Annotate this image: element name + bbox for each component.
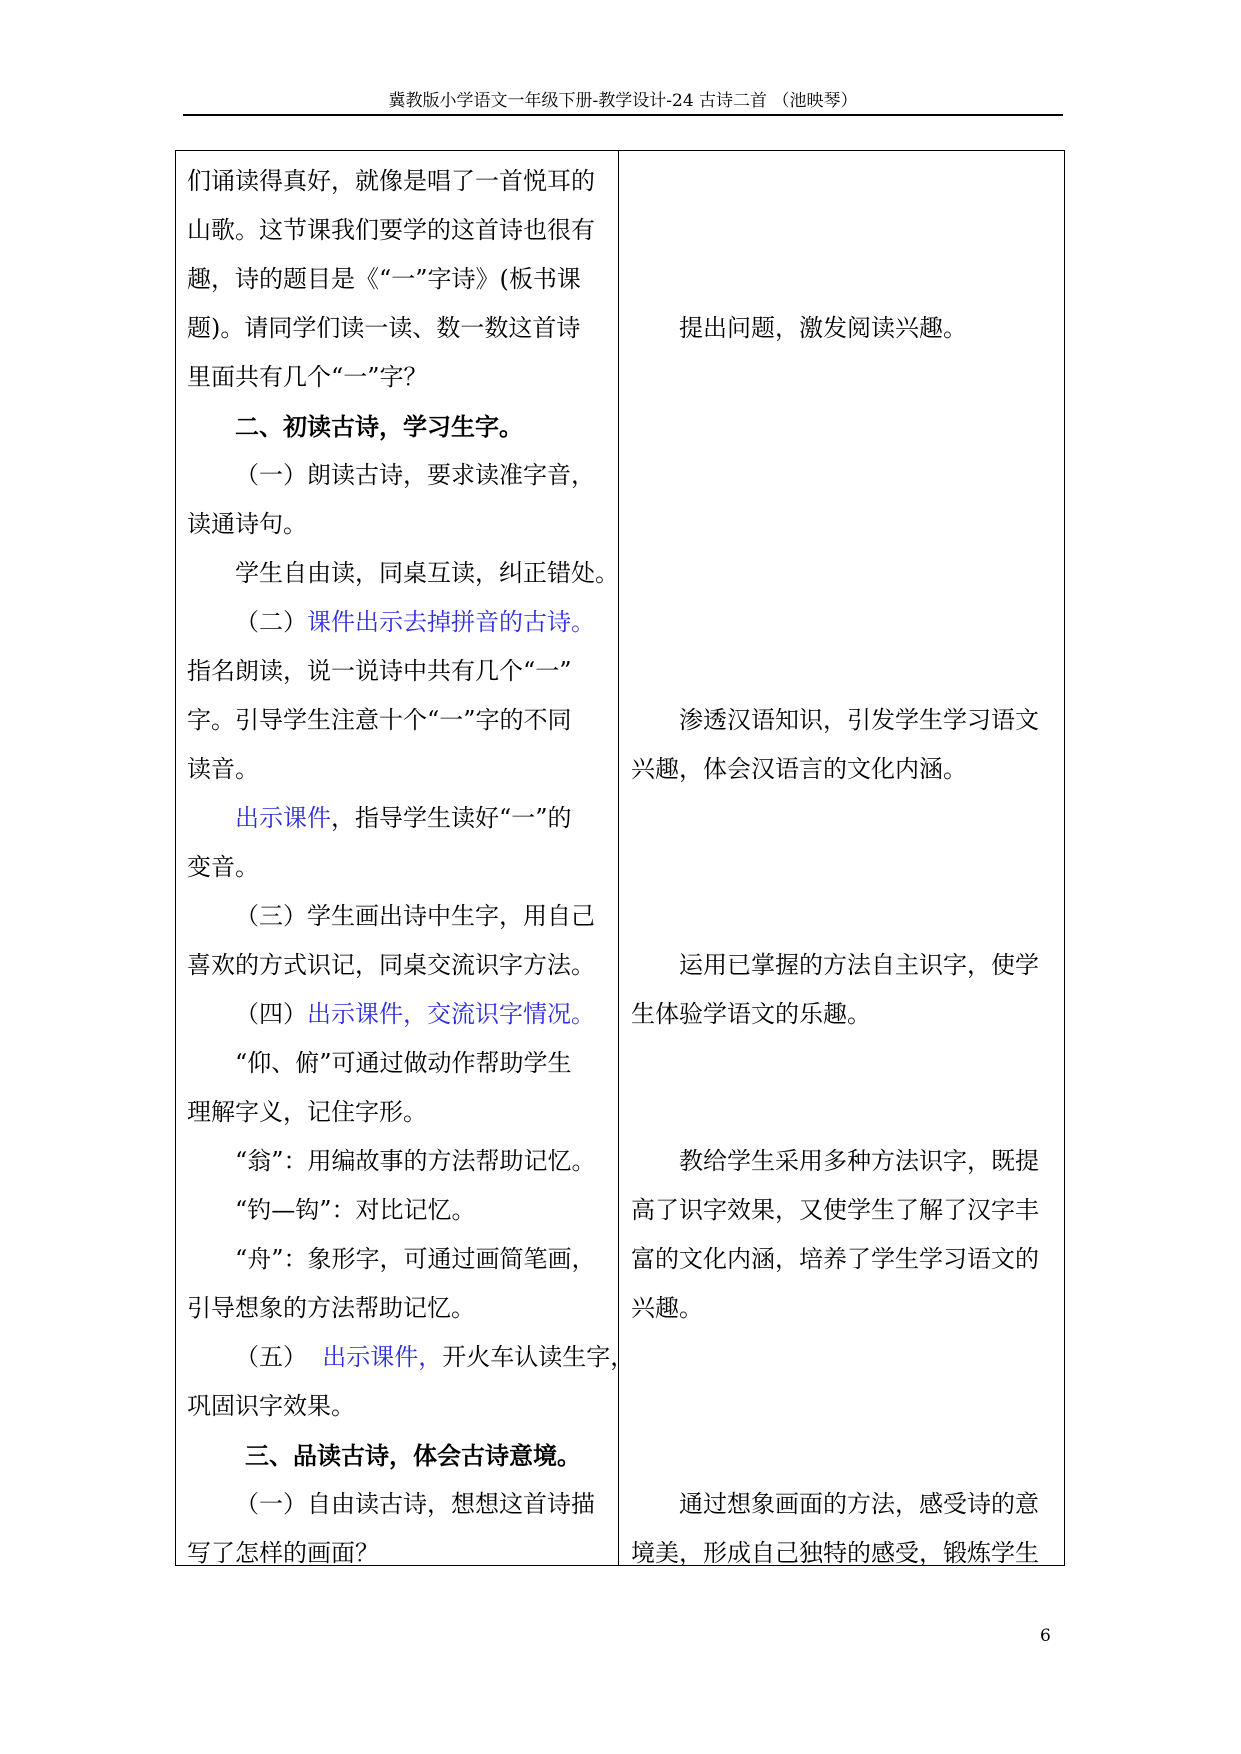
text-line: 渗透汉语知识，引发学生学习语文	[679, 706, 1039, 734]
text-line: 趣，诗的题目是《“一”字诗》(板书课	[187, 265, 581, 293]
courseware-note: 出示课件，	[322, 1343, 443, 1371]
text-line: 读音。	[187, 755, 259, 783]
text-line: 提出问题，激发阅读兴趣。	[679, 314, 967, 342]
section-heading: 二、初读古诗，学习生字。	[235, 412, 523, 441]
text-line	[187, 794, 612, 843]
text-line: “仰、俯”可通过做动作帮助学生	[235, 1049, 572, 1077]
text-line: （三）学生画出诗中生字，用自己	[235, 902, 595, 930]
text-line: 读通诗句。	[187, 510, 307, 538]
text-line	[187, 598, 612, 647]
text-line: 学生自由读，同桌互读，纠正错处。	[235, 559, 619, 587]
text-line: 生体验学语文的乐趣。	[631, 1000, 871, 1028]
text-line: 富的文化内涵，培养了学生学习语文的	[631, 1245, 1039, 1273]
text-line: 写了怎样的画面？	[187, 1539, 379, 1567]
text-line: 理解字义，记住字形。	[187, 1098, 427, 1126]
text-line: 运用已掌握的方法自主识字，使学	[679, 951, 1039, 979]
text-line: 引导想象的方法帮助记忆。	[187, 1294, 475, 1322]
design-intent-column	[631, 157, 1061, 1578]
lesson-table	[175, 150, 1065, 1566]
page-number: 6	[1040, 1626, 1051, 1646]
step-prefix: （五）	[235, 1343, 323, 1371]
text-line: （一）朗读古诗，要求读准字音，	[235, 461, 595, 489]
text-line: 山歌。这节课我们要学的这首诗也很有	[187, 216, 595, 244]
text-line: 兴趣，体会汉语言的文化内涵。	[631, 755, 967, 783]
text-line: “舟”：象形字，可通过画简笔画，	[235, 1245, 596, 1273]
text-line: （一）自由读古诗，想想这首诗描	[235, 1490, 595, 1518]
step-prefix: （四）	[235, 1000, 307, 1028]
text-line: 高了识字效果，又使学生了解了汉字丰	[631, 1196, 1039, 1224]
text-line: “翁”：用编故事的方法帮助记忆。	[235, 1147, 596, 1175]
text-line: 境美，形成自己独特的感受，锻炼学生	[631, 1539, 1039, 1567]
text-line	[187, 1333, 635, 1382]
page-header-title: 冀教版小学语文一年级下册-教学设计-24 古诗二首 （池映琴）	[388, 91, 858, 111]
courseware-note: 出示课件	[235, 804, 331, 832]
text-line: 变音。	[187, 853, 259, 881]
courseware-note: 课件出示去掉拼音的古诗。	[307, 608, 595, 636]
text-span: ，指导学生读好“一”的	[331, 804, 572, 832]
text-line: 通过想象画面的方法，感受诗的意	[679, 1490, 1039, 1518]
teaching-process-column	[187, 157, 635, 1578]
text-line: 兴趣。	[631, 1294, 703, 1322]
header-rule	[183, 114, 1063, 116]
text-line	[187, 990, 612, 1039]
text-line: “钓—钩”：对比记忆。	[235, 1196, 476, 1224]
section-heading: 三、品读古诗，体会古诗意境。	[245, 1441, 581, 1470]
text-line: 教给学生采用多种方法识字，既提	[679, 1147, 1039, 1175]
text-line: 字。引导学生注意十个“一”字的不同	[187, 706, 572, 734]
courseware-note: 出示课件，交流识字情况。	[307, 1000, 595, 1028]
text-span: 开火车认读生字，	[442, 1343, 635, 1371]
text-line: 喜欢的方式识记，同桌交流识字方法。	[187, 951, 595, 979]
text-line: 指名朗读，说一说诗中共有几个“一”	[187, 657, 572, 685]
text-line: 巩固识字效果。	[187, 1392, 355, 1420]
text-line: 里面共有几个“一”字？	[187, 363, 428, 391]
text-line: 们诵读得真好，就像是唱了一首悦耳的	[187, 167, 595, 195]
step-prefix: （二）	[235, 608, 307, 636]
text-line: 题)。请同学们读一读、数一数这首诗	[187, 314, 581, 342]
